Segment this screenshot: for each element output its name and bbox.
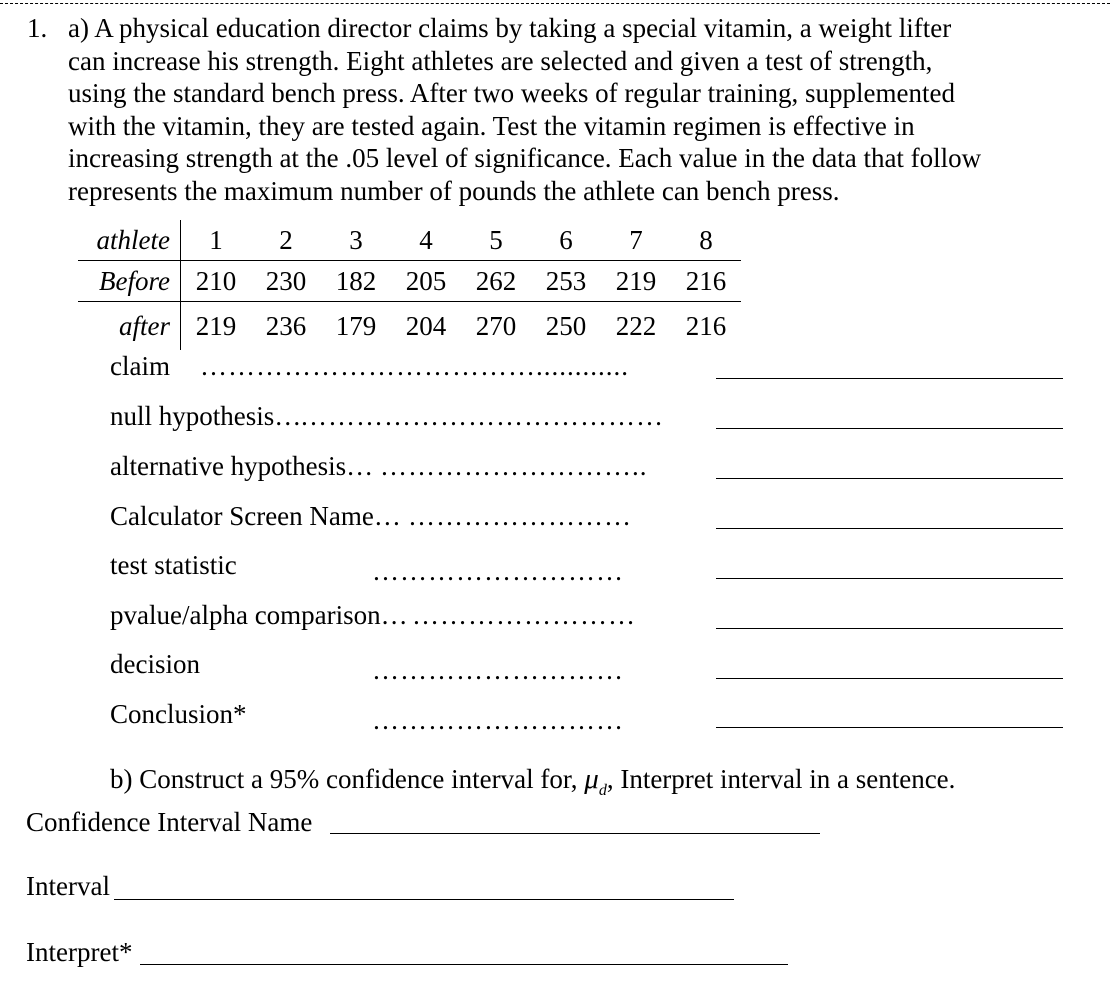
question-line: with the vitamin, they are tested again. Test the vitamin regimen is effective in [68, 110, 915, 141]
data-table [78, 220, 741, 350]
decision-answer-line[interactable] [716, 678, 1063, 679]
pvalue-alpha-comparison-label: pvalue/alpha comparison… [110, 600, 408, 630]
alternative-hypothesis-answer-line[interactable] [716, 478, 1063, 479]
test-statistic-label: test statistic [110, 550, 237, 580]
conclusion-label: Conclusion* [110, 699, 247, 729]
table-cell: 2 [251, 220, 321, 261]
decision-label: decision [110, 649, 200, 679]
top-dashed-rule [0, 3, 1110, 4]
table-cell: 179 [335, 310, 377, 341]
leader-dots: ……………………….. [380, 451, 648, 481]
part-b-suffix: , Interpret interval in a sentence. [606, 764, 956, 794]
table-row-athlete [78, 220, 741, 261]
null-hypothesis-answer-line[interactable] [716, 428, 1063, 429]
table-cell: 205 [391, 261, 461, 302]
leader-dots: ………………………………… [300, 401, 664, 431]
table-cell: 3 [321, 220, 391, 261]
table-cell: 182 [321, 261, 391, 302]
question-line: a) A physical education director claims by taking a special vitamin, a weight lifter [68, 13, 952, 43]
mu-d-symbol: $\mu_d$ [584, 763, 607, 799]
claim-answer-line[interactable] [716, 378, 1063, 379]
leader-dots: ……………………… [372, 705, 624, 735]
question-line: using the standard bench press. After two weeks of regular training, supplemented [68, 78, 956, 108]
table-cell: 8 [671, 220, 741, 261]
question-line: increasing strength at the .05 level of significance. Each value in the data that follow [68, 143, 982, 173]
calculator-screen-name-answer-line[interactable] [716, 528, 1063, 529]
interpret-label: Interpret* [26, 937, 133, 967]
question-line: can increase his strength. Eight athletes are selected and given a test of strength, [68, 45, 933, 76]
table-row-after [78, 302, 741, 351]
row-label: athlete [78, 220, 181, 261]
conclusion-answer-line[interactable] [716, 727, 1063, 728]
part-b-prefix: b) Construct a 95% confidence interval for, [110, 764, 578, 794]
table-row-before [78, 261, 741, 302]
table-cell: 210 [181, 261, 252, 302]
leader-dots: …………………… [408, 501, 632, 531]
table-cell: 216 [685, 310, 727, 341]
table-cell: 204 [405, 310, 447, 341]
interpret-answer-line[interactable] [140, 964, 788, 965]
leader-dots: ……………………… [372, 655, 624, 685]
table-cell: 7 [601, 220, 671, 261]
interval-label: Interval [26, 871, 110, 901]
table-cell: 253 [531, 261, 601, 302]
calculator-screen-name-label: Calculator Screen Name… [110, 501, 401, 531]
table-cell: 6 [531, 220, 601, 261]
alternative-hypothesis-label: alternative hypothesis… [110, 451, 374, 481]
leader-dots: ………………………………............ [200, 351, 629, 381]
leader-dots: …………………… [412, 600, 636, 630]
table-cell: 1 [181, 220, 252, 261]
test-statistic-answer-line[interactable] [716, 578, 1063, 579]
interval-answer-line[interactable] [114, 899, 734, 900]
table-cell: 270 [475, 310, 517, 341]
part-b-prompt [110, 762, 955, 808]
table-cell: 216 [671, 261, 741, 302]
table-cell: 262 [461, 261, 531, 302]
null-hypothesis-label: null hypothesis… [110, 401, 302, 431]
row-label: after [78, 302, 181, 351]
ci-name-answer-line[interactable] [330, 833, 820, 834]
table-cell: 236 [265, 310, 307, 341]
table-cell: 219 [195, 310, 237, 341]
table-cell: 219 [601, 261, 671, 302]
row-label: Before [78, 261, 181, 302]
question-text [68, 12, 1078, 207]
question-number: 1. [27, 13, 48, 43]
table-cell: 230 [251, 261, 321, 302]
ci-name-label: Confidence Interval Name [26, 807, 313, 837]
leader-dots: ……………………… [372, 556, 624, 586]
table-cell: 5 [461, 220, 531, 261]
table-cell: 222 [615, 310, 657, 341]
claim-label: claim [110, 351, 170, 381]
table-cell: 250 [545, 310, 587, 341]
question-line: represents the maximum number of pounds the athlete can bench press. [68, 175, 840, 206]
pvalue-alpha-comparison-answer-line[interactable] [716, 628, 1063, 629]
table-cell: 4 [391, 220, 461, 261]
